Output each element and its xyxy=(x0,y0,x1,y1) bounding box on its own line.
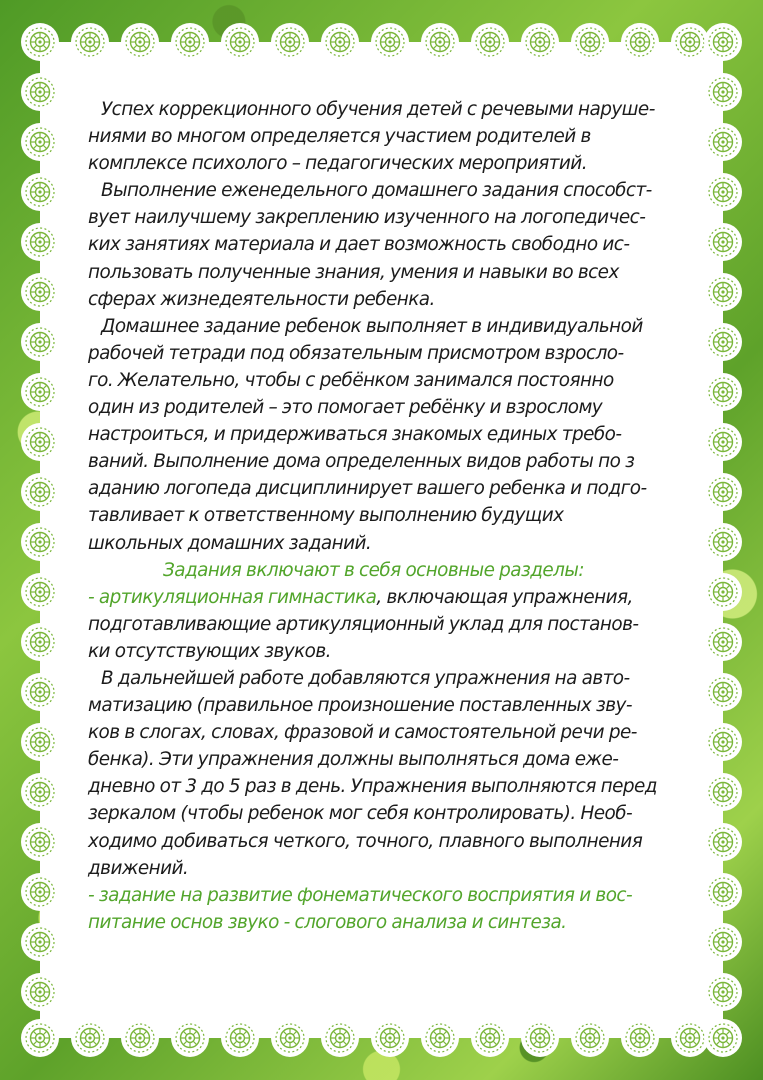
text-line: пользовать полученные знания, умения и навыки во всех xyxy=(88,261,619,283)
lace-flower-icon xyxy=(21,723,59,761)
lace-flower-icon xyxy=(704,673,742,711)
phonemic-title-line: питание основ звуко - слогового анализа и синтеза. xyxy=(88,911,567,933)
text-line: подготавливающие артикуляционный уклад для постанов- xyxy=(88,613,639,635)
lace-flower-icon xyxy=(171,1019,209,1057)
lace-flower-icon xyxy=(571,23,609,61)
homework-paragraph xyxy=(88,177,688,312)
notebook-paragraph xyxy=(88,313,688,557)
text-line: тавливает к ответственному выполнению будущих xyxy=(88,505,564,527)
lace-flower-icon xyxy=(21,473,59,511)
lace-flower-icon xyxy=(21,873,59,911)
lace-flower-icon xyxy=(704,373,742,411)
articulation-section xyxy=(88,584,688,665)
lace-flower-icon xyxy=(21,123,59,161)
text-panel xyxy=(88,96,688,936)
lace-flower-icon xyxy=(271,1019,309,1057)
phonemic-title-line: - задание на развитие фонематического восприятия и вос- xyxy=(88,884,633,906)
lace-flower-icon xyxy=(704,23,742,61)
lace-flower-icon xyxy=(421,23,459,61)
lace-flower-icon xyxy=(21,423,59,461)
lace-flower-icon xyxy=(671,1019,709,1057)
lace-flower-icon xyxy=(704,423,742,461)
lace-flower-icon xyxy=(21,673,59,711)
lace-flower-icon xyxy=(704,323,742,361)
lace-flower-icon xyxy=(421,1019,459,1057)
lace-flower-icon xyxy=(21,73,59,111)
lace-flower-icon xyxy=(21,973,59,1011)
text-line: движений. xyxy=(88,857,189,879)
phonemic-section xyxy=(88,882,688,936)
lace-flower-icon xyxy=(704,173,742,211)
text-line: ки отсутствующих звуков. xyxy=(88,640,331,662)
lace-flower-icon xyxy=(704,1019,742,1057)
text-line: дневно от 3 до 5 раз в день. Упражнения выполняются перед xyxy=(88,776,657,798)
lace-flower-icon xyxy=(21,823,59,861)
articulation-title: - артикуляционная гимнастика xyxy=(88,586,377,608)
lace-flower-icon xyxy=(571,1019,609,1057)
text-line: В дальнейшей работе добавляются упражнения на авто- xyxy=(101,667,630,689)
lace-flower-icon xyxy=(704,723,742,761)
lace-flower-row-top xyxy=(21,23,742,61)
lace-flower-row-bottom xyxy=(21,1019,742,1057)
lace-flower-icon xyxy=(704,623,742,661)
lace-flower-icon xyxy=(704,823,742,861)
lace-flower-icon xyxy=(271,23,309,61)
text-line: настроиться, и придерживаться знакомых единых требо- xyxy=(88,424,622,446)
lace-flower-icon xyxy=(221,1019,259,1057)
text-line: один из родителей – это помогает ребёнку и взрослому xyxy=(88,397,603,419)
lace-flower-icon xyxy=(704,473,742,511)
text-line: го. Желательно, чтобы с ребёнком занимался постоянно xyxy=(88,369,614,391)
lace-flower-icon xyxy=(21,23,59,61)
lace-flower-icon xyxy=(21,523,59,561)
automation-paragraph xyxy=(88,665,688,882)
lace-flower-icon xyxy=(371,1019,409,1057)
lace-flower-icon xyxy=(121,1019,159,1057)
lace-flower-icon xyxy=(71,23,109,61)
text-line: Домашнее задание ребенок выполняет в индивидуальной xyxy=(101,315,643,337)
lace-flower-icon xyxy=(21,323,59,361)
lace-flower-icon xyxy=(621,23,659,61)
lace-flower-icon xyxy=(704,273,742,311)
text-line: Успех коррекционного обучения детей с речевыми наруше- xyxy=(101,99,655,120)
lace-flower-icon xyxy=(704,873,742,911)
lace-flower-icon xyxy=(704,573,742,611)
lace-flower-icon xyxy=(704,123,742,161)
lace-flower-icon xyxy=(21,173,59,211)
text-line: ких занятиях материала и дает возможность свободно ис- xyxy=(88,234,630,256)
text-line: бенка). Эти упражнения должны выполняться дома еже- xyxy=(88,749,619,771)
text-line: ниями во многом определяется участием родителей в xyxy=(88,126,591,148)
lace-flower-icon xyxy=(704,773,742,811)
sections-heading: Задания включают в себя основные разделы: xyxy=(163,559,585,581)
intro-paragraph xyxy=(88,96,688,177)
lace-flower-icon xyxy=(621,1019,659,1057)
lace-flower-icon xyxy=(221,23,259,61)
text-line: комплексе психолого – педагогических мероприятий. xyxy=(88,153,588,175)
lace-flower-icon xyxy=(704,223,742,261)
lace-flower-icon xyxy=(321,1019,359,1057)
lace-flower-icon xyxy=(21,1019,59,1057)
lace-flower-icon xyxy=(704,523,742,561)
text-line: зеркалом (чтобы ребенок мог себя контролировать). Необ- xyxy=(88,803,633,825)
lace-flower-icon xyxy=(21,223,59,261)
lace-flower-icon xyxy=(704,73,742,111)
text-line: ходимо добиваться четкого, точного, плавного выполнения xyxy=(88,830,643,852)
text-line: аданию логопеда дисциплинирует вашего ребенка и подго- xyxy=(88,478,647,500)
text-line: матизацию (правильное произношение поставленных зву- xyxy=(88,695,632,717)
lace-flower-icon xyxy=(321,23,359,61)
lace-flower-icon xyxy=(121,23,159,61)
lace-flower-icon xyxy=(21,623,59,661)
lace-flower-icon xyxy=(21,273,59,311)
lace-flower-icon xyxy=(704,973,742,1011)
articulation-title-rest: , включающая упражнения, xyxy=(376,586,633,608)
lace-flower-icon xyxy=(671,23,709,61)
text-line: сферах жизнедеятельности ребенка. xyxy=(88,288,435,310)
lace-flower-icon xyxy=(521,1019,559,1057)
lace-flower-icon xyxy=(471,23,509,61)
text-line: Выполнение еженедельного домашнего задания способст- xyxy=(101,180,652,202)
text-line: рабочей тетради под обязательным присмотром взросло- xyxy=(88,342,624,364)
text-line: ков в слогах, словах, фразовой и самостоятельной речи ре- xyxy=(88,722,637,744)
lace-flower-icon xyxy=(21,773,59,811)
lace-flower-icon xyxy=(21,923,59,961)
lace-flower-icon xyxy=(71,1019,109,1057)
lace-flower-icon xyxy=(704,923,742,961)
lace-flower-icon xyxy=(171,23,209,61)
text-line: ваний. Выполнение дома определенных видов работы по з xyxy=(88,451,635,473)
lace-flower-icon xyxy=(521,23,559,61)
lace-flower-icon xyxy=(21,573,59,611)
lace-flower-icon xyxy=(371,23,409,61)
lace-flower-icon xyxy=(471,1019,509,1057)
text-line: школьных домашних заданий. xyxy=(88,532,372,554)
text-line: вует наилучшему закреплению изученного на логопедичес- xyxy=(88,207,646,229)
lace-flower-icon xyxy=(21,373,59,411)
